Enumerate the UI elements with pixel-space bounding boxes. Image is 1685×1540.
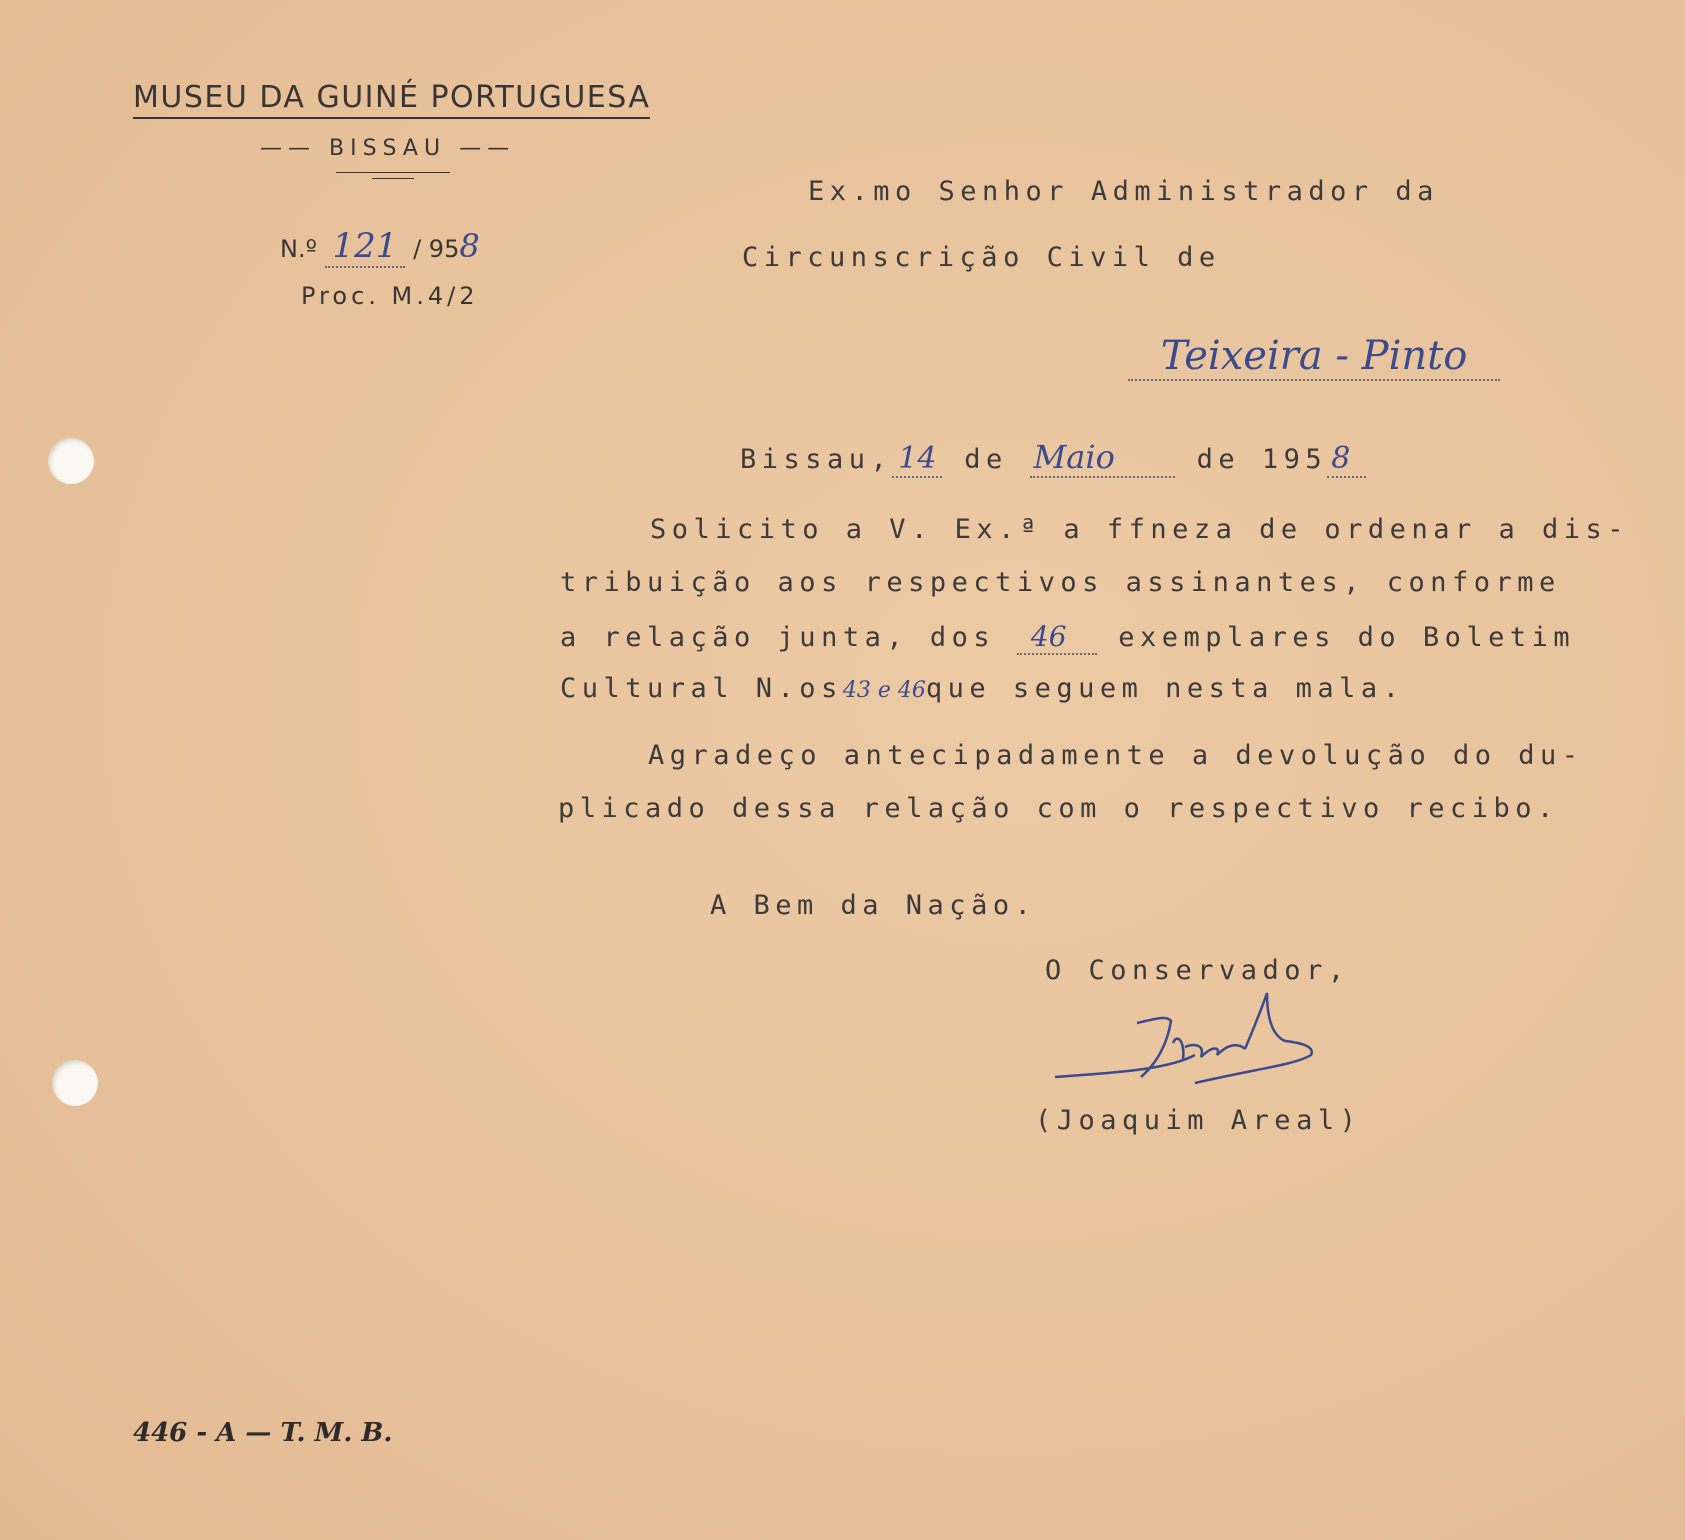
city-header: [260, 136, 515, 161]
recipient-line-1: Ex.mo Senhor Administrador da: [808, 176, 1439, 207]
p1-l4-start: Cultural N.os: [560, 673, 843, 704]
date-month: Maio: [1030, 438, 1175, 478]
city-label: BISSAU: [329, 136, 447, 161]
date-city: Bissau,: [740, 444, 893, 475]
body-p1-line-4: [560, 673, 1404, 704]
body-p2-line-1: Agradeço antecipadamente a devolução do du-: [648, 740, 1584, 771]
date-line: [740, 438, 1366, 478]
date-day: 14: [892, 441, 942, 478]
body-p1-line-2: tribuição aos respectivos assinantes, conforme: [560, 567, 1561, 598]
p1-l3-start: a relação junta, dos: [560, 622, 996, 653]
recipient-place: [1128, 333, 1500, 381]
signature-scribble: [1045, 985, 1345, 1095]
city-underline: [336, 172, 450, 173]
date-de-1: de: [964, 444, 1008, 475]
punch-hole-top: [48, 438, 94, 484]
place-handwritten: Teixeira - Pinto: [1160, 333, 1468, 379]
bulletin-numbers: 43 e 46: [842, 678, 926, 703]
document-number: [280, 226, 480, 268]
body-p1-line-1: Solicito a V. Ex.ª a ffneza de ordenar a dis-: [650, 514, 1629, 545]
closing-salutation: A Bem da Nação.: [710, 890, 1037, 921]
number-handwritten: 121: [325, 226, 406, 268]
date-year: 8: [1327, 441, 1366, 478]
punch-hole-bottom: [52, 1060, 98, 1106]
body-p2-line-2: plicado dessa relação com o respectivo recibo.: [558, 793, 1559, 824]
date-de-2: de 195: [1196, 444, 1328, 475]
city-underline-short: [372, 178, 414, 179]
year-prefix: / 95: [413, 235, 460, 263]
body-p1-line-3: [560, 620, 1575, 655]
process-reference: Proc. M.4/2: [301, 282, 479, 310]
p1-l4-end: que seguem nesta mala.: [925, 673, 1405, 704]
number-prefix: N.º: [280, 235, 317, 263]
footer-code: 446 - A — T. M. B.: [133, 1418, 393, 1448]
year-handwritten: 8: [459, 227, 480, 265]
dash-right: ——: [459, 136, 516, 161]
closing-title: O Conservador,: [1045, 955, 1350, 986]
signatory-name: (Joaquim Areal): [1035, 1105, 1362, 1136]
copies-count: 46: [1017, 620, 1097, 655]
p1-l3-end: exemplares do Boletim: [1118, 622, 1576, 653]
dash-left: ——: [260, 136, 316, 161]
institution-name: MUSEU DA GUINÉ PORTUGUESA: [133, 80, 650, 119]
recipient-line-2: Circunscrição Civil de: [742, 242, 1221, 273]
